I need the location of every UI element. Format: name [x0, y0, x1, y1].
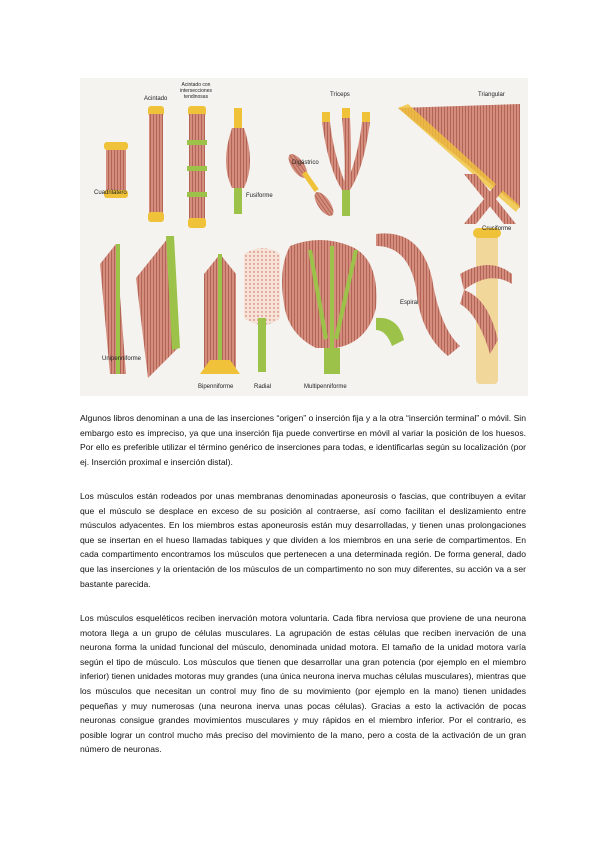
bone-with-muscle: [460, 228, 512, 384]
label-acintado: Acintado: [144, 96, 168, 102]
muscle-types-illustration: [80, 78, 528, 396]
acintado-muscle: [148, 106, 164, 222]
acintado-intersecciones-muscle: [187, 106, 207, 228]
paragraph-inserciones: Algunos libros denominan a una de las inserciones “origen” o inserción fija y a la otra “inserción terminal” o móvil. Sin embargo esto es impreciso, ya que una inserción fija puede convertirse en móvil al variar la posición de los huesos. Por ello es preferible utilizar el término genérico de inserciones para todas, e identificarlas según su localización (por ej. Inserción proximal e inserción distal).: [80, 413, 526, 467]
unipenniforme-muscle: [100, 244, 126, 374]
label-cuadrilatero: Cuadrilátero: [94, 190, 127, 196]
paragraph-aponeurosis: Los músculos están rodeados por unas membranas denominadas aponeurosis o fascias, que contribuyen a evitar que el músculo se desplace en exceso de su posición al contraerse, así como facilitan el deslizamiento entre músculos adyacentes. En los miembros estas aponeurosis están muy desarrolladas, y tienen unas prolongaciones que se insertan en el hueso llamadas tabiques y que dividen a los miembros en una serie de compartimentos. En cada compartimento encontramos los músculos que pertenecen a una determinada región. De forma general, dado que las inserciones y la orientación de los músculos de un compartimento no son muy diferentes, su acción va a ser bastante parecida.: [80, 491, 526, 589]
label-bipenniforme: Bipenniforme: [198, 384, 234, 390]
radial-muscle: [244, 248, 280, 372]
label-radial: Radial: [254, 384, 272, 390]
label-unipenniforme: Unipenniforme: [102, 356, 142, 362]
multipenniforme-muscle: [282, 240, 376, 374]
label-digastrico: Digástrico: [292, 160, 319, 166]
label-cruciforme: Cruciforme: [482, 226, 512, 232]
triceps-muscle: [322, 108, 370, 216]
espiral-muscle: [376, 233, 460, 356]
label-triceps: Tríceps: [330, 92, 350, 98]
paragraph-inervacion: Los músculos esqueléticos reciben inervación motora voluntaria. Cada fibra nerviosa que proviene de una neurona motora llega a un grupo de células musculares. La agrupación de estas células que reciben inervación de una neurona forma la unidad funcional del músculo, denominada unidad motora. El tamaño de la unidad motora varía según el tipo de músculo. Los músculos que tienen que desarrollar una gran potencia (por ejemplo en el miembro inferior) tienen unidades motoras muy grandes (una única neurona inerva muchas células musculares), mientras que los músculos que necesitan un control muy fino de su movimiento (por ejemplo en la mano) tienen unidades pequeñas y muy numerosas (una neurona inerva unas pocas células). Gracias a esto la activación de pocas neuronas consigue grandes movimientos musculares y muy rápidos en el miembro inferior. Por el contrario, es posible lograr un control mucho más preciso del movimiento de la mano, pero a costa de la activación de un gran número de neuronas.: [80, 613, 526, 755]
muscle-types-figure: [80, 78, 528, 396]
label-fusiforme: Fusiforme: [246, 193, 273, 199]
unipenniforme-muscle-2: [136, 236, 180, 378]
label-triangular: Triangular: [478, 92, 505, 98]
label-multipenniforme: Multipenniforme: [304, 384, 347, 390]
label-espiral: Espiral: [400, 300, 419, 306]
label-acintado-intersecciones: Acintado con intersecciones tendinosas: [180, 82, 212, 100]
bipenniforme-muscle: [200, 254, 240, 374]
triangular-muscle: [398, 104, 520, 212]
